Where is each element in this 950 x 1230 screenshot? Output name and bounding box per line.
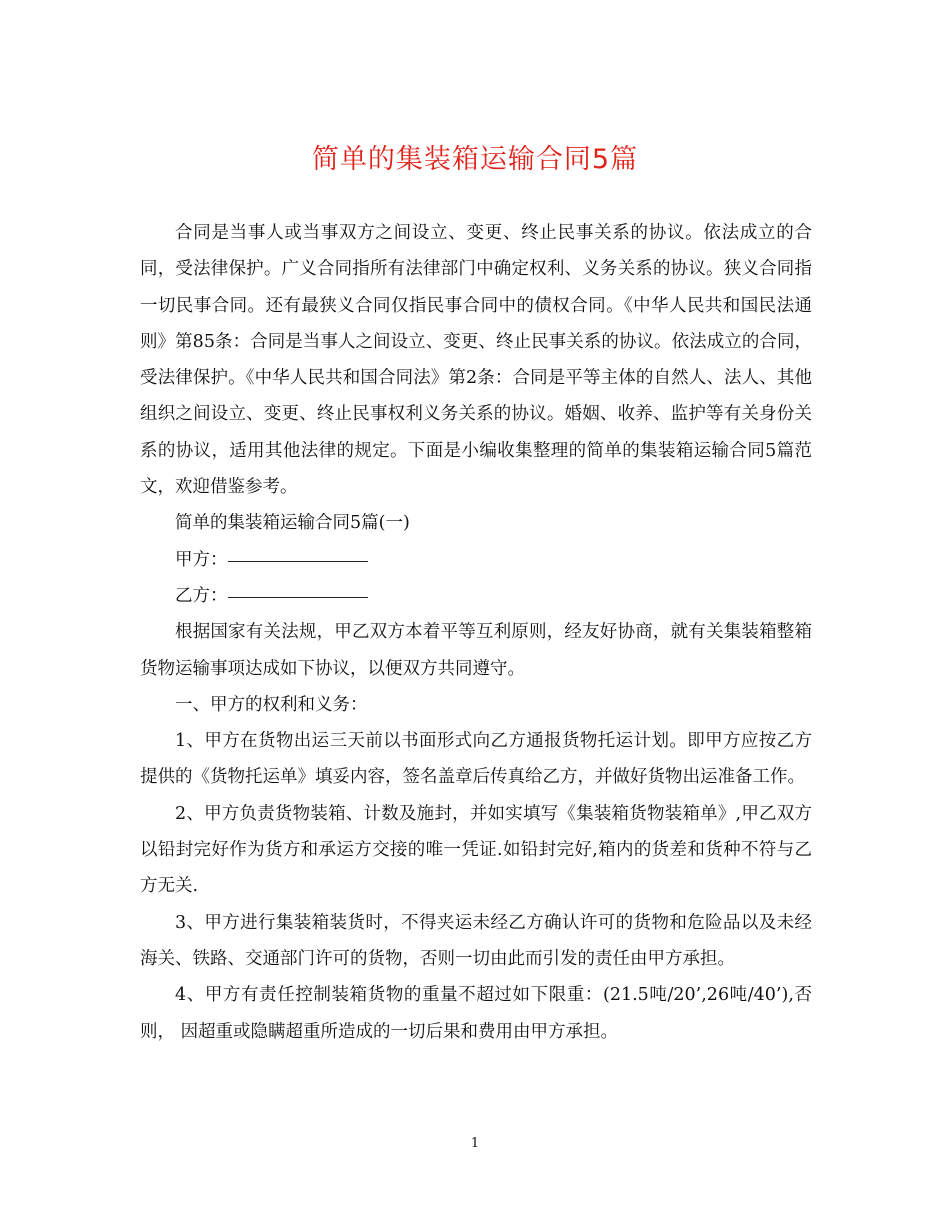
party-a-blank-line: [228, 560, 368, 562]
section-heading: 简单的集装箱运输合同5篇(一): [175, 513, 410, 534]
preamble-paragraph: 根据国家有关法规，甲乙双方本着平等互利原则，经友好协商，就有关集装箱整箱货物运输事项达成如下协议，以便双方共同遵守。: [140, 622, 812, 679]
party-b-row: [140, 578, 812, 614]
party-a-label: 甲方：: [175, 549, 228, 570]
party-b-blank-line: [228, 596, 368, 598]
document-title: 简单的集装箱运输合同5篇: [311, 144, 639, 175]
document-body: [140, 215, 812, 1050]
clause-heading: 一、甲方的权利和义务：: [175, 694, 368, 715]
intro-paragraph: 合同是当事人或当事双方之间设立、变更、终止民事关系的协议。依法成立的合同，受法律保护。广义合同指所有法律部门中确定权利、义务关系的协议。狭义合同指一切民事合同。还有最狭义合同仅指民事合同中的债权合同。《中华人民共和国民法通则》第85条：合同是当事人之间设立、变更、终止民事关系的协议。依法成立的合同，受法律保护。《中华人民共和国合同法》第2条：合同是平等主体的自然人、法人、其他组织之间设立、变更、终止民事权利义务关系的协议。婚姻、收养、监护等有关身份关系的协议，适用其他法律的规定。下面是小编收集整理的简单的集装箱运输合同5篇范文，欢迎借鉴参考。: [140, 223, 812, 498]
clause-4: 4、甲方有责任控制装箱货物的重量不超过如下限重：(21.5吨/20’,26吨/40’),否则， 因超重或隐瞒超重所造成的一切后果和费用由甲方承担。: [140, 985, 812, 1042]
page-number: 1: [470, 1136, 480, 1151]
clause-2: 2、甲方负责货物装箱、计数及施封，并如实填写《集装箱货物装箱单》,甲乙双方以铅封完好作为货方和承运方交接的唯一凭证.如铅封完好,箱内的货差和货种不符与乙方无关.: [140, 803, 812, 897]
party-a-row: [140, 542, 812, 578]
clause-1: 1、甲方在货物出运三天前以书面形式向乙方通报货物托运计划。即甲方应按乙方提供的《货物托运单》填妥内容，签名盖章后传真给乙方，并做好货物出运准备工作。: [140, 731, 812, 788]
party-b-label: 乙方：: [175, 585, 228, 606]
clause-3: 3、甲方进行集装箱装货时，不得夹运未经乙方确认许可的货物和危险品以及未经海关、铁路、交通部门许可的货物，否则一切由此而引发的责任由甲方承担。: [140, 912, 812, 969]
